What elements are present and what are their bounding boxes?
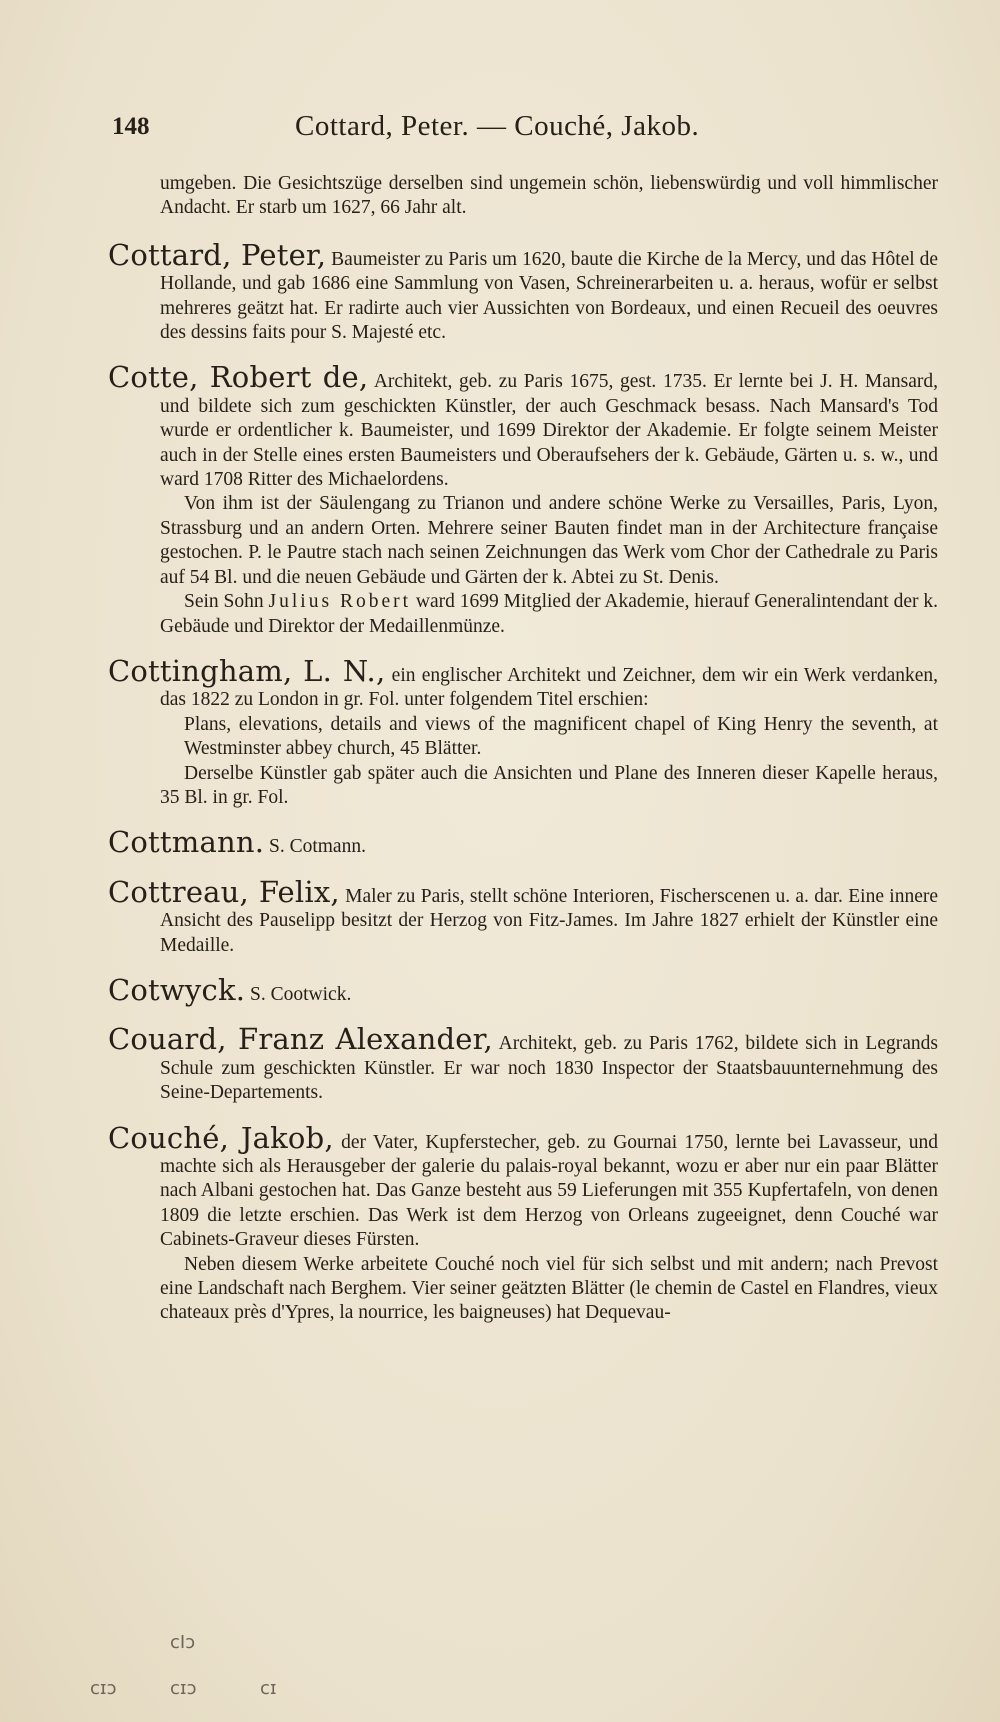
- entry-name: Couché, Jakob,: [108, 1120, 334, 1155]
- entry-name: Cottingham, L. N.,: [108, 653, 386, 688]
- entry-name: Cotwyck.: [108, 972, 246, 1007]
- book-title: Plans, elevations, details and views of the magnificent chapel of King Henry the seventh, at Westminster abbey church, 45 Blätter.: [184, 713, 938, 760]
- entry-text: Architekt, geb. zu Paris 1762, bildete sich in Legrands Schule zum geschickten Künstler. Er war noch 1830 Inspector der Staatsbauunternehmung des Seine-Departements.: [160, 1033, 938, 1104]
- footer-mark: cɪɔ: [170, 1678, 197, 1699]
- continuation-paragraph: umgeben. Die Gesichtszüge derselben sind ungemein schön, liebenswürdig und voll himmlischer Andacht. Er starb um 1627, 66 Jahr alt.: [160, 173, 938, 219]
- entry-paragraph: Neben diesem Werke arbeitete Couché noch viel für sich selbst und mit andern; nach Prevost eine Landschaft nach Berghem. Vier seiner geätzten Blätter (le chemin de Castel en Flandres, vieux chateaux près d'Ypres, la nourrice, les baigneuses) hat Dequevau-: [160, 1253, 938, 1324]
- entry-paragraph: Von ihm ist der Säulengang zu Trianon und andere schöne Werke zu Versailles, Paris, Lyon, Strassburg und an andern Orten. Mehrere seiner Bauten findet man in der Architecture française gestochen. P. le Pautre stach nach seinen Zeichnungen das Werk vom Chor der Cathedrale zu Paris auf 54 Bl. und die neuen Gebäude und Gärten der k. Abtei zu St. Denis.: [160, 493, 938, 588]
- library-marks: [80, 1632, 380, 1712]
- entry-name: Couard, Franz Alexander,: [108, 1022, 493, 1057]
- entry-cottmann: [108, 825, 938, 860]
- entry-couard: [108, 1022, 938, 1105]
- entry-text: ein englischer Architekt und Zeichner, dem wir ein Werk verdanken, das 1822 zu London in gr. Fol. unter folgendem Titel erschien:: [160, 664, 939, 711]
- entry-text: S. Cotmann.: [269, 836, 366, 858]
- entry-name: Cottmann.: [108, 825, 265, 860]
- entry-text: Architekt, geb. zu Paris 1675, gest. 1735. Er lernte bei J. H. Mansard, und bildete sich zum geschickten Künstler, der auch Geschmack besass. Nach Mansard's Tod wurde er ordentlicher k. Baumeister, und 1699 Direktor der Akademie. Er folgte seinem Meister auch in der Stelle eines ersten Baumeisters und Oberaufsehers der k. Gebäude, Gärten u. s. w., und ward 1708 Ritter des Michaelordens.: [160, 371, 938, 491]
- person-name: Julius Robert: [268, 591, 412, 613]
- entry-text: Baumeister zu Paris um 1620, baute die Kirche de la Mercy, und das Hôtel de Hollande, und gab 1686 eine Sammlung von Vasen, Schreinerarbeiten u. a. heraus, wofür er selbst mehreres geätzt hat. Er radirte auch vier Aussichten von Bordeaux, und einen Recueil des oeuvres des dessins faits pour S. Majesté etc.: [160, 248, 938, 344]
- footer-mark: cɪɔ: [90, 1678, 117, 1699]
- entry-name: Cottard, Peter,: [108, 237, 327, 272]
- entry-paragraph: Derselbe Künstler gab später auch die Ansichten und Plane des Inneren dieser Kapelle heraus, 35 Bl. in gr. Fol.: [160, 762, 938, 808]
- entry-couche: [108, 1120, 938, 1326]
- entry-cotwyck: [108, 972, 938, 1007]
- signature-mark: cIɔ: [170, 1632, 196, 1653]
- entry-text: S. Cootwick.: [250, 983, 352, 1005]
- entry-name: Cotte, Robert de,: [108, 360, 369, 395]
- entry-cottard: [108, 237, 938, 346]
- running-title: Cottard, Peter. — Couché, Jakob.: [295, 110, 700, 142]
- entry-text: der Vater, Kupferstecher, geb. zu Gournai 1750, lernte bei Lavasseur, und machte sich als Herausgeber der galerie du palais-royal bekannt, wozu er aber nur ein paar Blätter nach Albani gestochen hat. Das Ganze besteht aus 59 Lieferungen mit 355 Kupfertafeln, von denen 1809 die letzte erschien. Das Werk ist dem Herzog von Orleans zugeeignet, denn Couché war Cabinets-Graveur dieses Fürsten.: [160, 1131, 938, 1251]
- entry-cottingham: [108, 653, 939, 810]
- page-number: 148: [112, 113, 150, 140]
- entry-name: Cottreau, Felix,: [108, 874, 340, 909]
- entry-cottreau: [108, 874, 939, 958]
- entry-paragraph: Sein Sohn Julius Robert ward 1699 Mitglied der Akademie, hierauf Generalintendant der k. Gebäude und Direktor der Medaillenmünze.: [160, 591, 939, 637]
- entry-text: Maler zu Paris, stellt schöne Interioren, Fischerscenen u. a. dar. Eine innere Ansicht des Pauselipp besitzt der Herzog von Fitz-James. Im Jahre 1827 erhielt der Künstler eine Medaille.: [160, 885, 939, 956]
- entry-cotte: [108, 360, 939, 638]
- footer-mark: cɪ: [260, 1678, 277, 1699]
- page-body: [108, 172, 938, 1346]
